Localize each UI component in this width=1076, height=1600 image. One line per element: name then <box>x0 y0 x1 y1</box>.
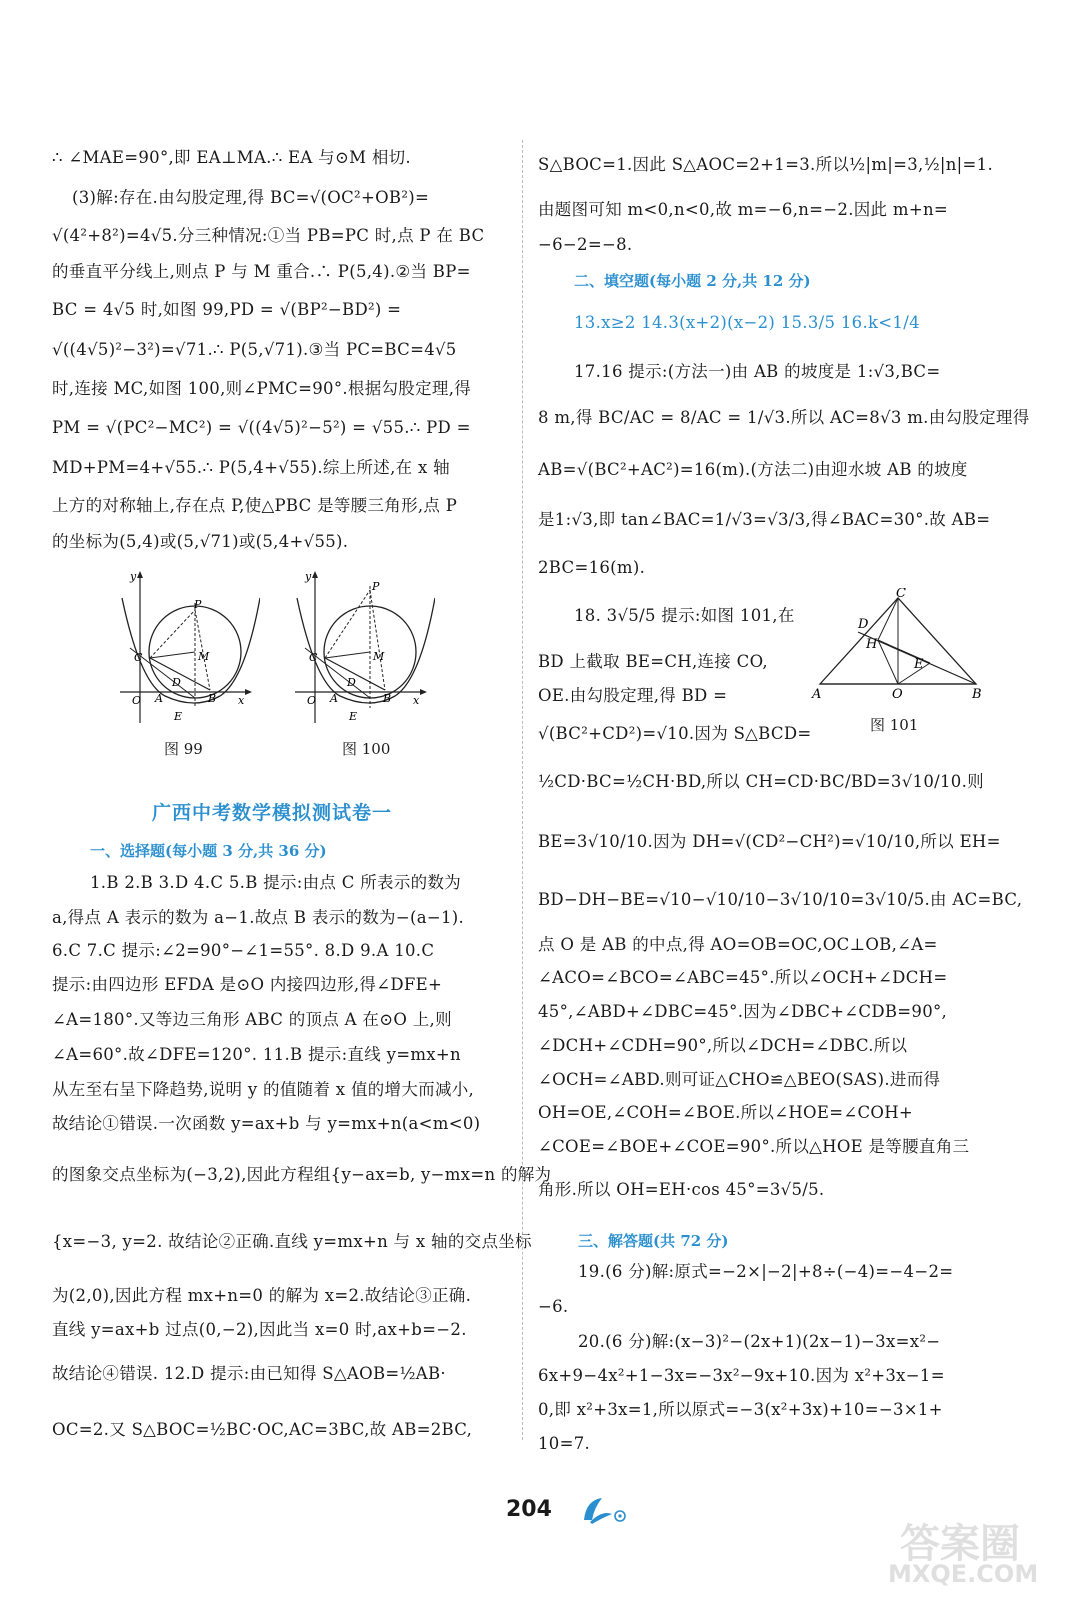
svg-text:P: P <box>372 580 380 593</box>
answer-line: {x=−3, y=2. 故结论②正确.直线 y=mx+n 与 x 轴的交点坐标 <box>52 1232 532 1251</box>
q19-line: 19.(6 分)解:原式=−2×|−2|+8÷(−4)=−4−2= <box>578 1262 954 1281</box>
svg-text:C: C <box>134 651 143 664</box>
figure-100-caption: 图 100 <box>342 740 391 758</box>
text-line: BC = 4√5 时,如图 99,PD = √(BP²−BD²) = <box>52 300 402 319</box>
q18-line: OH=OE,∠COH=∠BOE.所以∠HOE=∠COH+ <box>538 1103 914 1122</box>
svg-text:D: D <box>858 617 869 632</box>
q18-line: 角形.所以 OH=EH·cos 45°=3√5/5. <box>538 1180 825 1199</box>
q18-line: √(BC²+CD²)=√10.因为 S△BCD= <box>538 724 812 743</box>
q17-line: 8 m,得 BC/AC = 8/AC = 1/√3.所以 AC=8√3 m.由勾股定理得 <box>538 408 1030 427</box>
q17-line: AB=√(BC²+AC²)=16(m).(方法二)由迎水坡 AB 的坡度 <box>538 460 968 479</box>
answer-line: 为(2,0),因此方程 mx+n=0 的解为 x=2.故结论③正确. <box>52 1286 472 1305</box>
svg-text:E: E <box>914 657 924 672</box>
svg-text:A: A <box>330 692 338 705</box>
answer-line: 提示:由四边形 EFDA 是⊙O 内接四边形,得∠DFE+ <box>52 975 443 994</box>
answer-line: OC=2.又 S△BOC=½BC·OC,AC=3BC,故 AB=2BC, <box>52 1420 473 1439</box>
leaf-ornament-icon <box>580 1494 630 1526</box>
q18-line: ∠COE=∠BOE+∠COE=90°.所以△HOE 是等腰直角三 <box>538 1137 970 1156</box>
answer-line: 从左至右呈下降趋势,说明 y 的值随着 x 值的增大而减小, <box>52 1080 475 1099</box>
svg-text:B: B <box>972 687 982 702</box>
q20-line: 20.(6 分)解:(x−3)²−(2x+1)(2x−1)−3x=x²− <box>578 1332 941 1351</box>
svg-text:A: A <box>155 692 163 705</box>
text-line: S△BOC=1.因此 S△AOC=2+1=3.所以½|m|=3,½|n|=1. <box>538 155 993 174</box>
q18-line: 18. 3√5/5 提示:如图 101,在 <box>574 606 795 625</box>
answer-line: 的图象交点坐标为(−3,2),因此方程组{y−ax=b, y−mx=n 的解为 <box>52 1165 552 1184</box>
svg-text:B: B <box>383 692 392 705</box>
watermark-url: MXQE.COM <box>888 1560 1039 1588</box>
svg-text:x: x <box>413 694 420 707</box>
q19-line: −6. <box>538 1297 569 1316</box>
answer-line: 6.C 7.C 提示:∠2=90°−∠1=55°. 8.D 9.A 10.C <box>52 941 435 960</box>
text-line: 时,连接 MC,如图 100,则∠PMC=90°.根据勾股定理,得 <box>52 379 472 398</box>
text-line: 的坐标为(5,4)或(5,√71)或(5,4+√55). <box>52 532 349 551</box>
answer-line: 直线 y=ax+b 过点(0,−2),因此当 x=0 时,ax+b=−2. <box>52 1320 467 1339</box>
svg-text:C: C <box>896 588 906 601</box>
section-heading-choice: 一、选择题(每小题 3 分,共 36 分) <box>90 842 327 860</box>
q18-line: BE=3√10/10.因为 DH=√(CD²−CH²)=√10/10,所以 EH= <box>538 832 1001 851</box>
q17-line: 17.16 提示:(方法一)由 AB 的坡度是 1:√3,BC= <box>574 362 941 381</box>
column-divider <box>522 140 523 1440</box>
q18-line: BD−DH−BE=√10−√10/10−3√10/10=3√10/5.由 AC=BC, <box>538 890 1023 909</box>
svg-text:y: y <box>305 570 312 583</box>
section-heading-fill: 二、填空题(每小题 2 分,共 12 分) <box>574 272 811 290</box>
svg-text:H: H <box>866 637 878 652</box>
svg-text:O: O <box>892 687 903 702</box>
svg-text:x: x <box>238 694 245 707</box>
svg-text:O: O <box>132 694 142 707</box>
svg-text:M: M <box>198 650 210 663</box>
text-line: ∴ ∠MAE=90°,即 EA⊥MA.∴ EA 与⊙M 相切. <box>52 148 411 167</box>
q18-line: 45°,∠ABD+∠DBC=45°.因为∠DBC+∠CDB=90°, <box>538 1002 948 1021</box>
q18-line: OE.由勾股定理,得 BD = <box>538 686 728 705</box>
answer-line: ∠A=180°.又等边三角形 ABC 的顶点 A 在⊙O 上,则 <box>52 1010 452 1029</box>
q17-line: 是1:√3,即 tan∠BAC=1/√3=√3/3,得∠BAC=30°.故 AB= <box>538 510 991 529</box>
svg-text:B: B <box>208 692 217 705</box>
text-line: 的垂直平分线上,则点 P 与 M 重合.∴ P(5,4).②当 BP= <box>52 262 471 281</box>
figure-99-caption: 图 99 <box>164 740 203 758</box>
svg-text:y: y <box>130 570 137 583</box>
svg-text:D: D <box>172 676 181 689</box>
figure-101-caption: 图 101 <box>870 716 919 734</box>
svg-text:O: O <box>307 694 317 707</box>
answer-line: 故结论④错误. 12.D 提示:由已知得 S△AOB=½AB· <box>52 1364 446 1383</box>
text-line: 由题图可知 m<0,n<0,故 m=−6,n=−2.因此 m+n= <box>538 200 949 219</box>
svg-text:E: E <box>174 710 183 723</box>
text-line: −6−2=−8. <box>538 235 633 254</box>
q18-line: ∠OCH=∠ABD.则可证△CHO≌△BEO(SAS).进而得 <box>538 1070 941 1089</box>
text-line: √(4²+8²)=4√5.分三种情况:①当 PB=PC 时,点 P 在 BC <box>52 226 485 245</box>
figure-101 <box>810 588 990 703</box>
q18-line: 点 O 是 AB 的中点,得 AO=OB=OC,OC⊥OB,∠A= <box>538 935 938 954</box>
svg-text:M: M <box>373 650 385 663</box>
text-line: √((4√5)²−3²)=√71.∴ P(5,√71).③当 PC=BC=4√5 <box>52 340 457 359</box>
watermark-logo: 答案圈 <box>900 1521 1020 1567</box>
answer-line: a,得点 A 表示的数为 a−1.故点 B 表示的数为−(a−1). <box>52 908 465 927</box>
test-title: 广西中考数学模拟测试卷一 <box>152 802 393 824</box>
answer-line: 故结论①错误.一次函数 y=ax+b 与 y=mx+n(a<m<0) <box>52 1114 481 1133</box>
q20-line: 6x+9−4x²+1−3x=−3x²−9x+10.因为 x²+3x−1= <box>538 1366 945 1385</box>
svg-text:D: D <box>347 676 356 689</box>
text-line: PM = √(PC²−MC²) = √((4√5)²−5²) = √55.∴ PD = <box>52 418 471 437</box>
figure-100 <box>285 568 435 728</box>
text-line: 上方的对称轴上,存在点 P,使△PBC 是等腰三角形,点 P <box>52 496 458 515</box>
q20-line: 0,即 x²+3x=1,所以原式=−3(x²+3x)+10=−3×1+ <box>538 1400 943 1419</box>
q20-line: 10=7. <box>538 1434 591 1453</box>
text-line: (3)解:存在.由勾股定理,得 BC=√(OC²+OB²)= <box>72 188 430 207</box>
svg-text:C: C <box>309 651 318 664</box>
text-line: MD+PM=4+√55.∴ P(5,4+√55).综上所述,在 x 轴 <box>52 458 450 477</box>
svg-text:P: P <box>194 598 202 611</box>
q18-line: BD 上截取 BE=CH,连接 CO, <box>538 652 768 671</box>
answer-line: ∠A=60°.故∠DFE=120°. 11.B 提示:直线 y=mx+n <box>52 1045 461 1064</box>
q17-line: 2BC=16(m). <box>538 558 646 577</box>
q18-line: ∠ACO=∠BCO=∠ABC=45°.所以∠OCH+∠DCH= <box>538 968 948 987</box>
q18-line: ½CD·BC=½CH·BD,所以 CH=CD·BC/BD=3√10/10.则 <box>538 772 984 791</box>
svg-text:E: E <box>349 710 358 723</box>
figure-99 <box>110 568 260 728</box>
svg-text:A: A <box>812 687 822 702</box>
page-number: 204 <box>506 1497 552 1522</box>
q18-line: ∠DCH+∠CDH=90°,所以∠DCH=∠DBC.所以 <box>538 1036 908 1055</box>
answer-line: 1.B 2.B 3.D 4.C 5.B 提示:由点 C 所表示的数为 <box>90 873 462 892</box>
section-heading-solve: 三、解答题(共 72 分) <box>578 1232 729 1250</box>
fill-answers: 13.x≥2 14.3(x+2)(x−2) 15.3/5 16.k<1/4 <box>574 313 920 332</box>
